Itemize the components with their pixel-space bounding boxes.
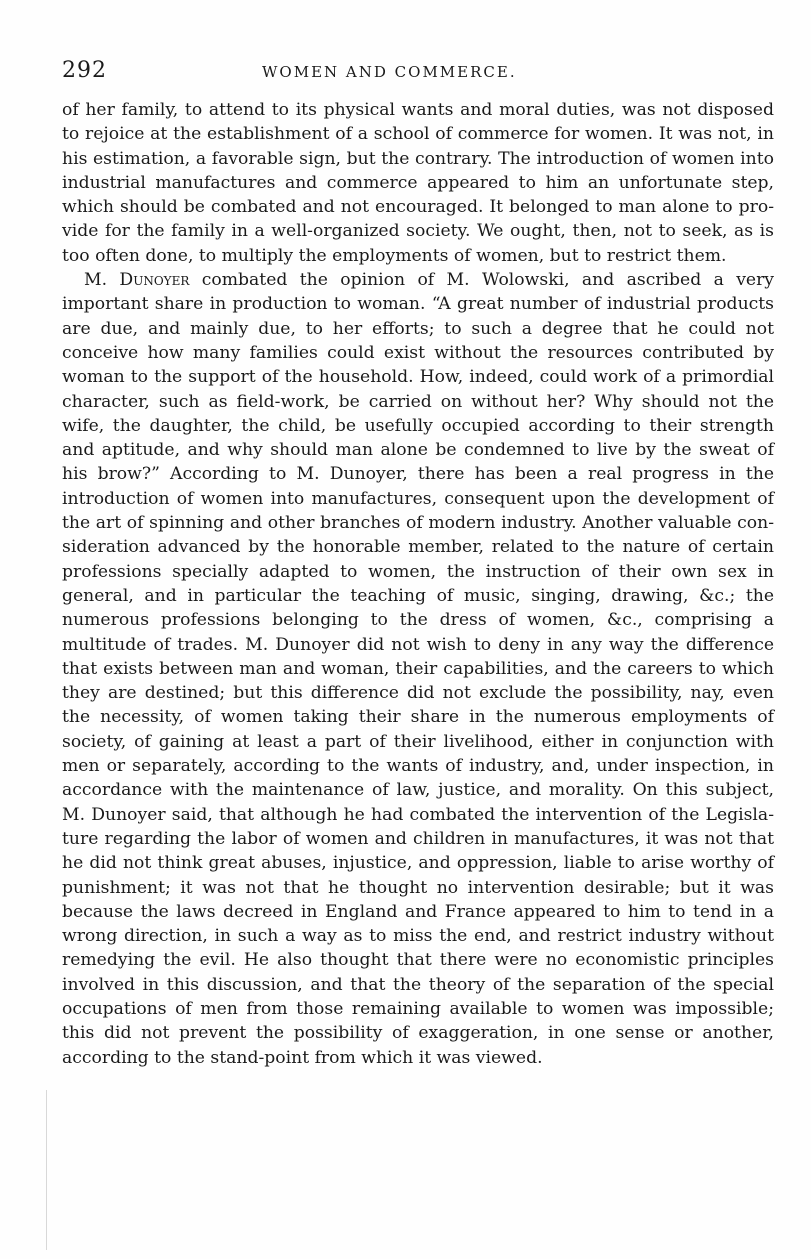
body-text [62, 98, 774, 1070]
page-number: 292 [62, 58, 107, 83]
speaker-name: M. Dunoyer [84, 270, 190, 291]
running-head [62, 58, 774, 88]
paragraph-continued: of her family, to attend to its physical wants and moral duties, was not disposed to rejoice at the establishment of a school of commerce for women. It was not, in his estimation, a favorable sign, but the contrary. The introduction of women into industrial manufactures and commerce appeared to him an unfortunate step, which should be combated and not encouraged. It belonged to man alone to provide for the family in a well-organized society. We ought, then, not to seek, as is too often done, to multiply the employments of women, but to restrict them. [62, 100, 774, 266]
margin-rule [46, 1090, 47, 1250]
paragraph-dunoyer [62, 268, 774, 1070]
running-title: WOMEN AND COMMERCE. [262, 63, 517, 81]
paragraph-dunoyer-text: combated the opinion of M. Wolowski, and ascribed a very important share in production to woman. “A great number of industrial products are due, and mainly due, to her efforts; to such a degree that he could not conceive how many families could exist without the resources contributed by woman to the support of the household. How, indeed, could work of a primordial character, such as field-work, be carried on without her? Why should not the wife, the daughter, the child, be usefully occupied according to their strength and aptitude, and why should man alone be condemned to live by the sweat of his brow?” According to M. Dunoyer, there has been a real progress in the introduction of women into manufactures, consequent upon the development of the art of spinning and other branches of modern industry. Another valuable consideration advanced by the honorable member, related to the nature of certain professions specially adapted to women, the instruction of their own sex in general, and in particular the teaching of music, singing, drawing, &c.; the numerous professions belonging to the dress of women, &c., comprising a multitude of trades. M. Dunoyer did not wish to deny in any way the difference that exists between man and woman, their capabilities, and the careers to which they are destined; but this difference did not exclude the possibility, nay, even the necessity, of women taking their share in the numerous employments of society, of gaining at least a part of their livelihood, either in conjunction with men or separately, according to the wants of industry, and, under inspection, in accordance with the maintenance of law, justice, and morality. On this subject, M. Dunoyer said, that although he had combated the intervention of the Legislature regarding the labor of women and children in manufactures, it was not that he did not think great abuses, injustice, and oppression, liable to arise worthy of punishment; it was not that he thought no intervention desirable; but it was because the laws decreed in England and France appeared to him to tend in a wrong direction, in such a way as to miss the end, and restrict industry without remedying the evil. He also thought that there were no economistic principles involved in this discussion, and that the theory of the separation of the special occupations of men from those remaining available to women was impossible; this did not prevent the possibility of exaggeration, in one sense or another, according to the stand-point from which it was viewed. [62, 270, 774, 1068]
